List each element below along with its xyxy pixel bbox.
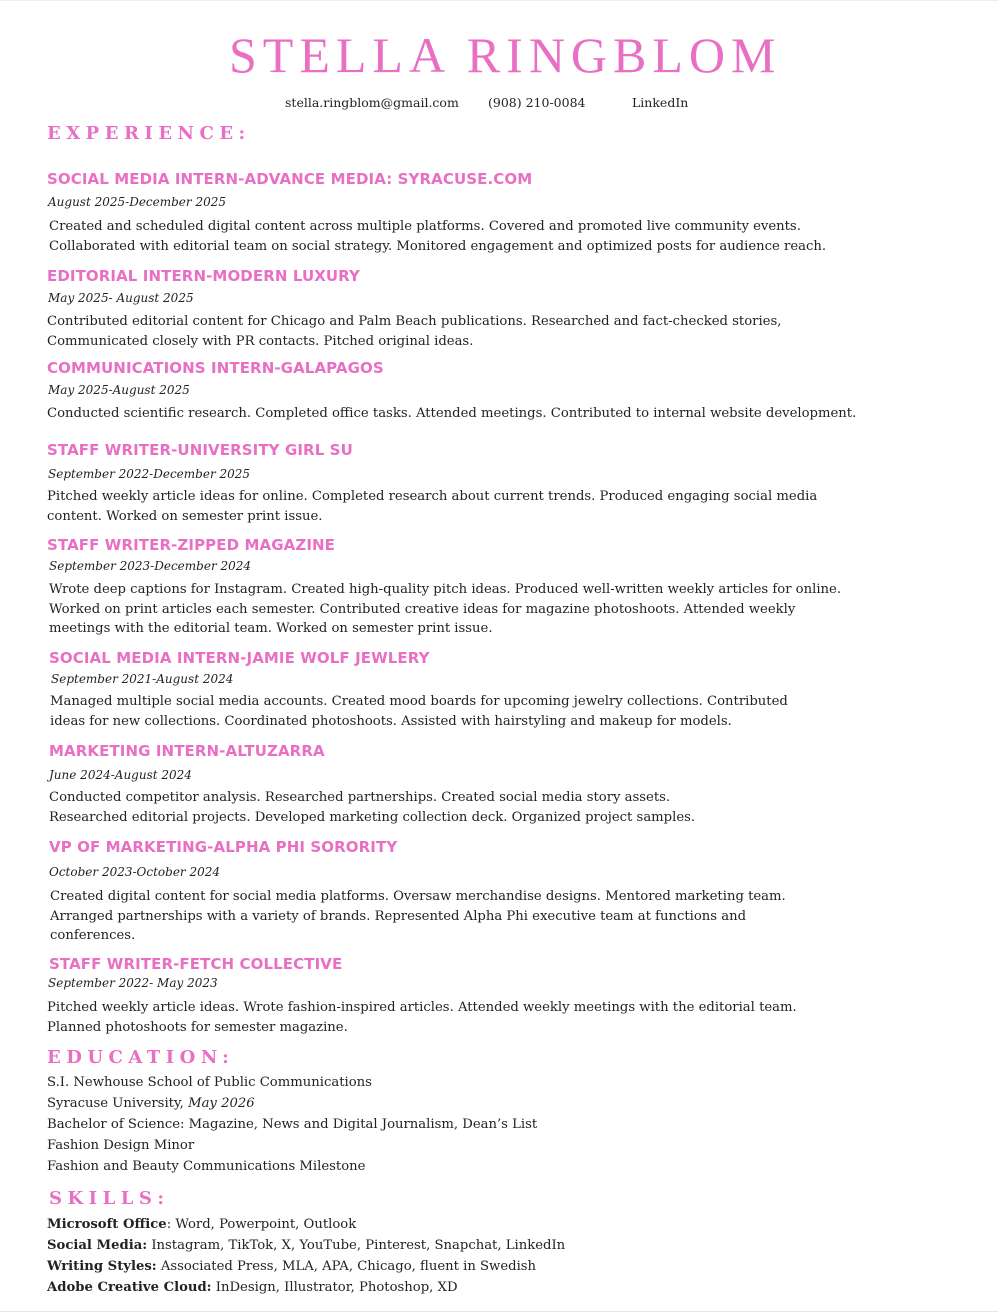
job-title: SOCIAL MEDIA INTERN-JAMIE WOLF JEWLERY [49, 649, 430, 667]
job-dates: August 2025-December 2025 [48, 195, 226, 209]
description-line: meetings with the editorial team. Worked on semester print issue. [49, 621, 493, 636]
job-title: SOCIAL MEDIA INTERN-ADVANCE MEDIA: SYRACUSE.COM [47, 170, 533, 188]
job-description [49, 217, 826, 256]
email-text: stella.ringblom@gmail.com [285, 95, 459, 110]
job-dates: May 2025-August 2025 [48, 383, 190, 397]
skill-item [47, 1237, 565, 1255]
description-line: Contributed editorial content for Chicago and Palm Beach publications. Researched and fact-checked stories, [47, 314, 782, 329]
milestone: Fashion and Beauty Communications Milestone [47, 1159, 366, 1174]
description-line: conferences. [50, 928, 136, 943]
description-line: Collaborated with editorial team on social strategy. Monitored engagement and optimized posts for audience reach. [49, 238, 827, 254]
job-title: STAFF WRITER-UNIVERSITY GIRL SU [47, 441, 353, 459]
skill-label: Microsoft Office [47, 1217, 167, 1232]
description-line: Conducted scientific research. Completed office tasks. Attended meetings. Contributed to internal website development. [47, 406, 857, 421]
school-name: S.I. Newhouse School of Public Communications [47, 1075, 372, 1090]
job-dates: September 2023-December 2024 [49, 559, 252, 573]
skills-heading: SKILLS: [49, 1188, 170, 1209]
skill-item [47, 1216, 565, 1234]
description-line: Managed multiple social media accounts. Created mood boards for upcoming jewelry collections. Contributed [50, 694, 788, 709]
description-line: Pitched weekly article ideas for online. Completed research about current trends. Produced engaging social media [47, 489, 818, 504]
description-line: Created and scheduled digital content across multiple platforms. Covered and promoted live community events. [49, 219, 801, 234]
job-description [49, 580, 841, 639]
education-block [47, 1074, 537, 1176]
phone-text: (908) 210-0084 [488, 95, 586, 110]
description-line: Pitched weekly article ideas. Wrote fashion-inspired articles. Attended weekly meetings with the editorial team. [47, 1000, 797, 1015]
job-description [49, 788, 695, 827]
job-description [47, 312, 781, 351]
job-title: MARKETING INTERN-ALTUZARRA [49, 742, 325, 760]
university-name: Syracuse University, [47, 1096, 184, 1111]
skill-label: Writing Styles: [47, 1259, 157, 1274]
description-line: Researched editorial projects. Developed marketing collection deck. Organized project samples. [49, 809, 696, 825]
job-description [47, 404, 856, 424]
description-line: content. Worked on semester print issue. [47, 508, 323, 524]
skill-value: Associated Press, MLA, APA, Chicago, fluent in Swedish [156, 1259, 537, 1274]
skill-item [47, 1258, 565, 1276]
graduation-date: May 2026 [188, 1096, 255, 1111]
university-line [47, 1095, 537, 1113]
skill-value: : Word, Powerpoint, Outlook [166, 1217, 357, 1232]
description-line: ideas for new collections. Coordinated photoshoots. Assisted with hairstyling and makeup for models. [50, 713, 732, 729]
skill-label: Adobe Creative Cloud: [47, 1280, 212, 1295]
job-description [47, 487, 817, 526]
job-title: COMMUNICATIONS INTERN-GALAPAGOS [47, 359, 384, 377]
skill-value: InDesign, Illustrator, Photoshop, XD [211, 1280, 458, 1295]
description-line: Conducted competitor analysis. Researched partnerships. Created social media story assets. [49, 790, 671, 805]
description-line: Arranged partnerships with a variety of brands. Represented Alpha Phi executive team at functions and [50, 908, 747, 924]
job-dates: September 2022- May 2023 [48, 976, 218, 990]
description-line: Wrote deep captions for Instagram. Created high-quality pitch ideas. Produced well-written weekly articles for online. [49, 582, 842, 597]
resume-name: STELLA RINGBLOM [229, 27, 782, 83]
skills-list [47, 1216, 565, 1297]
job-title: STAFF WRITER-FETCH COLLECTIVE [49, 955, 343, 973]
minor: Fashion Design Minor [47, 1138, 195, 1153]
description-line: Communicated closely with PR contacts. Pitched original ideas. [47, 333, 474, 349]
skill-label: Social Media: [47, 1238, 148, 1253]
experience-heading: EXPERIENCE: [47, 123, 251, 144]
job-dates: October 2023-October 2024 [49, 865, 221, 879]
description-line: Created digital content for social media platforms. Oversaw merchandise designs. Mentored marketing team. [50, 889, 786, 904]
degree: Bachelor of Science: Magazine, News and Digital Journalism, Dean’s List [47, 1117, 538, 1132]
skill-value: Instagram, TikTok, X, YouTube, Pinterest, Snapchat, LinkedIn [147, 1238, 566, 1253]
job-title: VP OF MARKETING-ALPHA PHI SORORITY [49, 838, 398, 856]
job-title: EDITORIAL INTERN-MODERN LUXURY [47, 267, 360, 285]
job-description [50, 692, 788, 731]
education-heading: EDUCATION: [47, 1047, 235, 1068]
job-dates: June 2024-August 2024 [49, 768, 192, 782]
job-dates: May 2025- August 2025 [48, 291, 194, 305]
description-line: Planned photoshoots for semester magazine. [47, 1019, 348, 1035]
job-dates: September 2021-August 2024 [51, 672, 234, 686]
linkedin-text: LinkedIn [632, 95, 689, 110]
description-line: Worked on print articles each semester. Contributed creative ideas for magazine photoshoots. Attended weekly [49, 601, 796, 617]
job-title: STAFF WRITER-ZIPPED MAGAZINE [47, 536, 336, 554]
job-dates: September 2022-December 2025 [48, 467, 251, 481]
job-description [50, 887, 786, 946]
job-description [47, 998, 797, 1037]
skill-item [47, 1279, 565, 1297]
